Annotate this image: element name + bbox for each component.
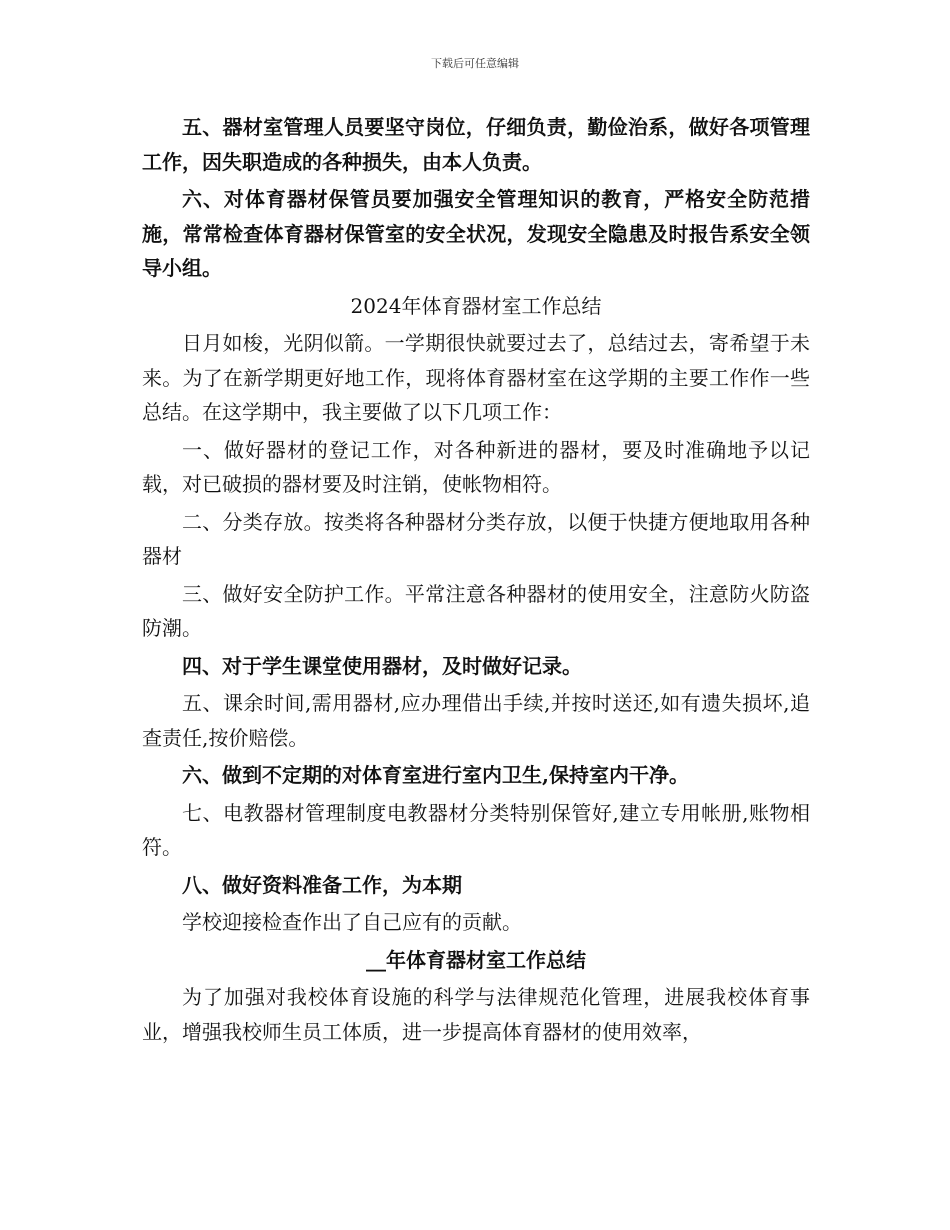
paragraph-rule-6: 六、对体育器材保管员要加强安全管理知识的教育，严格安全防范措施，常常检查体育器材保管室的安全状况，发现安全隐患及时报告系安全领导小组。 xyxy=(142,187,810,280)
paragraph-item-6: 六、做到不定期的对体育室进行室内卫生,保持室内干净。 xyxy=(182,763,689,787)
paragraph-item-8-continued: 学校迎接检查作出了自己应有的贡献。 xyxy=(182,910,522,934)
paragraph-rule-5: 五、器材室管理人员要坚守岗位，仔细负责，勤俭治系，做好各项管理工作，因失职造成的各种损失，由本人负责。 xyxy=(142,115,810,174)
paragraph-item-8: 八、做好资料准备工作，为本期 xyxy=(182,872,462,897)
page-header-note: 下载后可任意编辑 xyxy=(431,57,519,70)
paragraph-item-4: 四、对于学生课堂使用器材，及时做好记录。 xyxy=(182,653,582,678)
section-title-blank-year: __年体育器材室工作总结 xyxy=(366,947,586,972)
paragraph-item-1: 一、做好器材的登记工作，对各种新进的器材，要及时准确地予以记载，对已破损的器材要及时注销，使帐物相符。 xyxy=(142,437,810,496)
section-title-2024: 2024年体育器材室工作总结 xyxy=(350,293,602,318)
paragraph-item-2: 二、分类存放。按类将各种器材分类存放，以便于快捷方便地取用各种器材 xyxy=(142,509,810,568)
document-body xyxy=(142,110,810,1052)
paragraph-item-3: 三、做好安全防护工作。平常注意各种器材的使用安全，注意防火防盗防潮。 xyxy=(142,581,810,640)
paragraph-second-intro: 为了加强对我校体育设施的科学与法律规范化管理，进展我校体育事业，增强我校师生员工体质，进一步提高体育器材的使用效率， xyxy=(142,985,810,1044)
paragraph-intro: 日月如梭，光阴似箭。一学期很快就要过去了，总结过去，寄希望于未来。为了在新学期更好地工作，现将体育器材室在这学期的主要工作作一些总结。在这学期中，我主要做了以下几项工作： xyxy=(142,331,810,424)
paragraph-item-7: 七、电教器材管理制度电教器材分类特别保管好,建立专用帐册,账物相符。 xyxy=(142,800,810,859)
paragraph-item-5: 五、课余时间,需用器材,应办理借出手续,并按时送还,如有遗失损坏,追查责任,按价赔偿。 xyxy=(142,691,810,750)
